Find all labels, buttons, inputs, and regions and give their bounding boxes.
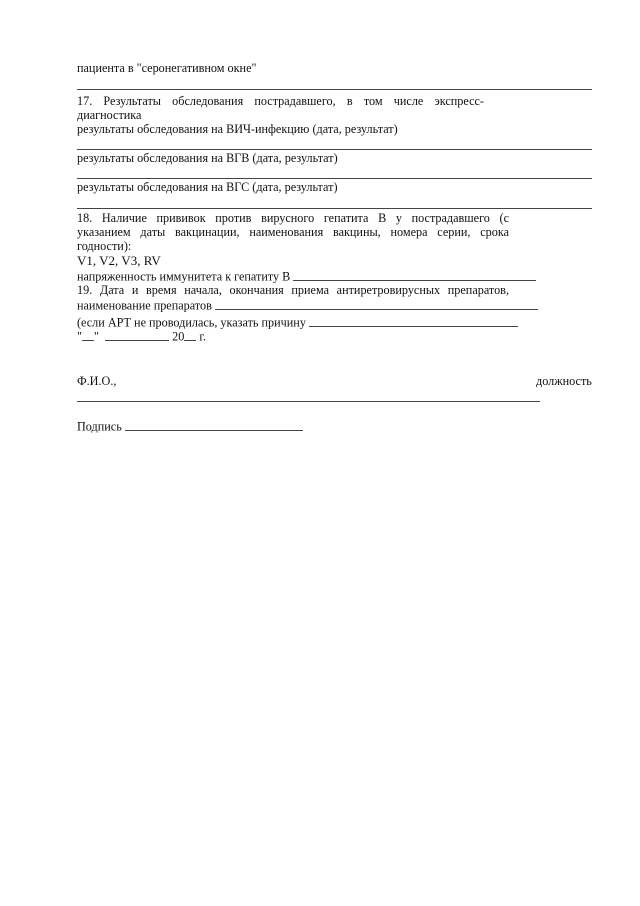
- date-suffix: г.: [199, 329, 207, 344]
- immunity-label: напряженность иммунитета к гепатиту В: [77, 269, 291, 284]
- month-fill-line: [105, 328, 169, 341]
- text-line: результаты обследования на ВИЧ-инфекцию (дата, результат): [77, 122, 398, 136]
- immunity-fill-line: [293, 268, 536, 281]
- signature-line: [77, 418, 303, 434]
- section-18-title: 18. Наличие прививок против вирусного гепатита В у пострадавшего (с: [77, 211, 509, 225]
- text-line: пациента в "серонегативном окне": [77, 61, 257, 75]
- text-line: [77, 268, 536, 284]
- year-fill-line: [184, 328, 196, 341]
- date-open-quote: ": [77, 329, 82, 344]
- day-fill-line: [82, 328, 94, 341]
- date-close-quote: ": [93, 329, 99, 344]
- fill-line: [77, 208, 592, 209]
- signature-label: Подпись: [77, 419, 122, 434]
- date-year: 20: [172, 329, 185, 344]
- section-19-title: 19. Дата и время начала, окончания приема антиретровирусных препаратов,: [77, 283, 509, 297]
- fio-fill-line: [77, 401, 540, 402]
- drugs-label: наименование препаратов: [77, 298, 212, 313]
- fill-line: [77, 89, 592, 90]
- text-line: V1, V2, V3, RV: [77, 253, 161, 268]
- text-line: диагностика: [77, 108, 142, 122]
- date-line: [77, 328, 206, 344]
- fill-line: [77, 149, 592, 150]
- text-line: годности):: [77, 239, 132, 253]
- text-line: результаты обследования на ВГС (дата, результат): [77, 180, 338, 194]
- text-line: указанием даты вакцинации, наименования вакцины, номера серии, срока: [77, 225, 509, 239]
- signature-fill-line: [125, 418, 303, 431]
- section-17-title: 17. Результаты обследования пострадавшего, в том числе экспресс-: [77, 94, 484, 108]
- text-line: результаты обследования на ВГВ (дата, результат): [77, 151, 338, 165]
- reason-label: (если АРТ не проводилась, указать причину: [77, 315, 306, 330]
- fill-line: [77, 178, 592, 179]
- fio-label: Ф.И.О.,: [77, 374, 117, 388]
- drugs-fill-line: [215, 297, 538, 310]
- reason-fill-line: [309, 314, 518, 327]
- text-line: [77, 297, 538, 313]
- position-label: должность: [536, 374, 592, 388]
